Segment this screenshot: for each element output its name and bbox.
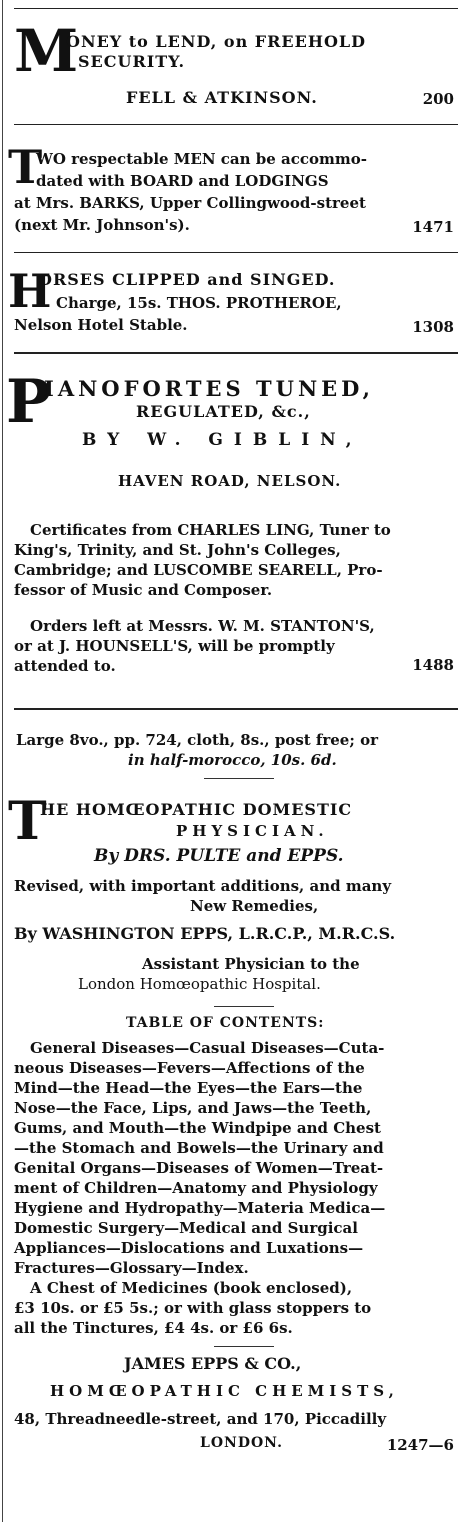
cert-line: King's, Trinity, and St. John's Colleges,	[14, 541, 341, 559]
cert-line: fessor of Music and Composer.	[14, 581, 273, 599]
firm-city: LONDON.	[200, 1435, 283, 1451]
editor-title: Assistant Physician to the	[142, 955, 360, 973]
editor-title: London Homœopathic Hospital.	[78, 975, 321, 993]
short-divider	[214, 1006, 274, 1007]
book-price-line: in half-morocco, 10s. 6d.	[128, 751, 337, 769]
firm-name: JAMES EPPS & CO.,	[124, 1354, 302, 1373]
ad-line: Nelson Hotel Stable.	[14, 316, 188, 334]
column-border	[2, 0, 3, 1522]
toc-line: Fractures—Glossary—Index.	[14, 1259, 249, 1277]
ad-line: WO respectable MEN can be accommo-	[36, 150, 367, 168]
drop-cap: M	[14, 17, 79, 85]
ad-headline: ONEY to LEND, on FREEHOLD	[66, 32, 366, 51]
ad-number: 1471	[412, 218, 454, 236]
drop-cap: T	[8, 140, 43, 194]
ad-address: HAVEN ROAD, NELSON.	[118, 472, 342, 490]
ad-number: 1308	[412, 318, 454, 336]
orders-line: Orders left at Messrs. W. M. STANTON'S,	[30, 617, 375, 635]
ad-line: dated with BOARD and LODGINGS	[36, 172, 329, 190]
ad-homoeopathic-physician	[8, 716, 460, 1516]
cert-line: Certificates from CHARLES LING, Tuner to	[30, 521, 391, 539]
ad-byline: BY W. GIBLIN,	[82, 430, 363, 450]
toc-heading: TABLE OF CONTENTS:	[126, 1015, 325, 1031]
book-authors: By DRS. PULTE and EPPS.	[94, 846, 344, 866]
firm-trade: HOMŒOPATHIC CHEMISTS,	[50, 1382, 399, 1400]
ad-subheadline: REGULATED, &c.,	[136, 402, 311, 421]
ad-number: 200	[422, 90, 454, 108]
ad-pianofortes-tuned	[6, 360, 460, 700]
orders-line: attended to.	[14, 657, 116, 675]
book-title: HE HOMŒOPATHIC DOMESTIC	[40, 800, 353, 819]
divider	[14, 252, 458, 253]
drop-cap: T	[8, 791, 47, 852]
ad-line: at Mrs. BARKS, Upper Collingwood-street	[14, 194, 366, 212]
ad-headline: IANOFORTES TUNED,	[44, 376, 374, 401]
toc-line: Nose—the Face, Lips, and Jaws—the Teeth,	[14, 1099, 372, 1117]
firm-address: 48, Threadneedle-street, and 170, Piccadilly	[14, 1410, 387, 1428]
toc-line: Appliances—Dislocations and Luxations—	[14, 1239, 364, 1257]
toc-line: General Diseases—Casual Diseases—Cuta-	[30, 1039, 385, 1057]
cert-line: Cambridge; and LUSCOMBE SEARELL, Pro-	[14, 561, 383, 579]
chest-line: A Chest of Medicines (book enclosed),	[30, 1279, 353, 1297]
ad-board-lodgings	[8, 130, 460, 245]
ad-horses-clipped	[8, 258, 460, 348]
chest-line: all the Tinctures, £4 4s. or £6 6s.	[14, 1319, 293, 1337]
drop-cap: H	[8, 264, 52, 318]
ad-signer: FELL & ATKINSON.	[126, 88, 318, 107]
ad-line: (next Mr. Johnson's).	[14, 216, 190, 234]
divider	[14, 352, 458, 357]
book-editor: By WASHINGTON EPPS, L.R.C.P., M.R.C.S.	[14, 924, 396, 943]
toc-line: —the Stomach and Bowels—the Urinary and	[14, 1139, 384, 1157]
book-price-line: Large 8vo., pp. 724, cloth, 8s., post free; or	[16, 731, 379, 749]
ad-headline: ORSES CLIPPED and SINGED.	[38, 270, 336, 289]
ad-headline-cont: SECURITY.	[78, 52, 186, 71]
ad-number: 1247—6	[386, 1436, 454, 1454]
short-divider	[204, 778, 274, 779]
ad-money-to-lend	[14, 14, 460, 114]
divider	[14, 8, 458, 9]
book-revised: Revised, with important additions, and many	[14, 877, 392, 895]
orders-line: or at J. HOUNSELL'S, will be promptly	[14, 637, 335, 655]
short-divider	[214, 1346, 274, 1347]
divider	[14, 708, 458, 713]
ad-number: 1488	[412, 656, 454, 674]
book-revised: New Remedies,	[190, 897, 319, 915]
toc-line: ment of Children—Anatomy and Physiology	[14, 1179, 378, 1197]
drop-cap: P	[6, 367, 52, 437]
toc-line: neous Diseases—Fevers—Affections of the	[14, 1059, 365, 1077]
chest-line: £3 10s. or £5 5s.; or with glass stoppers to	[14, 1299, 372, 1317]
toc-line: Hygiene and Hydropathy—Materia Medica—	[14, 1199, 386, 1217]
toc-line: Domestic Surgery—Medical and Surgical	[14, 1219, 358, 1237]
ad-line: Charge, 15s. THOS. PROTHEROE,	[56, 294, 342, 312]
toc-line: Mind—the Head—the Eyes—the Ears—the	[14, 1079, 363, 1097]
book-title-cont: PHYSICIAN.	[176, 822, 329, 840]
toc-line: Genital Organs—Diseases of Women—Treat-	[14, 1159, 384, 1177]
divider	[14, 124, 458, 125]
toc-line: Gums, and Mouth—the Windpipe and Chest	[14, 1119, 381, 1137]
